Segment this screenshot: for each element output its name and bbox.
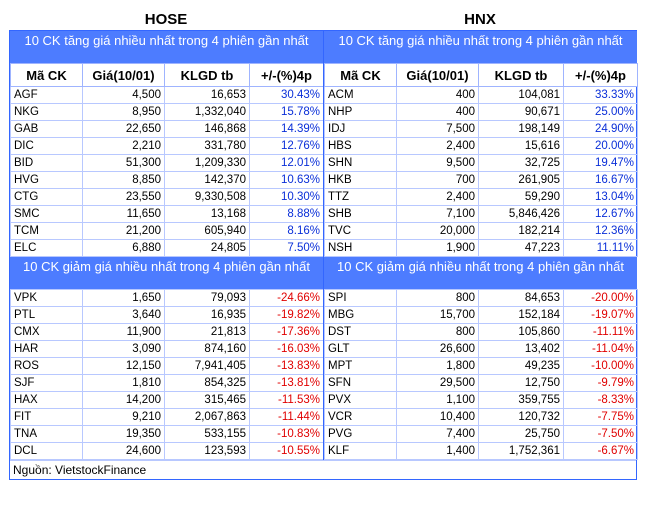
change-percent: 8.16% <box>250 223 324 240</box>
price: 22,650 <box>83 121 165 138</box>
price: 700 <box>397 172 479 189</box>
gainers-section <box>10 31 636 257</box>
stock-code: NSH <box>325 240 397 257</box>
change-percent: 30.43% <box>250 87 324 104</box>
price: 4,500 <box>83 87 165 104</box>
table-row <box>11 307 324 324</box>
price: 1,400 <box>397 443 479 460</box>
stock-code: NKG <box>11 104 83 121</box>
change-percent: 24.90% <box>564 121 638 138</box>
price: 2,400 <box>397 189 479 206</box>
avg-volume: 5,846,426 <box>479 206 564 223</box>
avg-volume: 146,868 <box>165 121 250 138</box>
stock-code: HVG <box>11 172 83 189</box>
change-percent: 25.00% <box>564 104 638 121</box>
stock-code: GLT <box>325 341 397 358</box>
table-row <box>325 223 638 240</box>
losers-section <box>10 257 636 460</box>
avg-volume: 79,093 <box>165 290 250 307</box>
change-percent: -10.83% <box>250 426 324 443</box>
stock-code: HKB <box>325 172 397 189</box>
price: 400 <box>397 87 479 104</box>
avg-volume: 47,223 <box>479 240 564 257</box>
price: 29,500 <box>397 375 479 392</box>
avg-volume: 123,593 <box>165 443 250 460</box>
exchange-headers <box>9 8 637 30</box>
table-row <box>325 104 638 121</box>
table-row <box>11 172 324 189</box>
price: 7,100 <box>397 206 479 223</box>
table-row <box>11 426 324 443</box>
stock-code: NHP <box>325 104 397 121</box>
gainers-title: 10 CK tăng giá nhiều nhất trong 4 phiên gần nhất <box>324 31 637 63</box>
stock-code: DST <box>325 324 397 341</box>
table-row <box>11 409 324 426</box>
change-percent: -20.00% <box>564 290 638 307</box>
price: 6,880 <box>83 240 165 257</box>
hnx-losers-table <box>324 289 638 460</box>
change-percent: -24.66% <box>250 290 324 307</box>
table-row <box>325 409 638 426</box>
avg-volume: 142,370 <box>165 172 250 189</box>
price: 23,550 <box>83 189 165 206</box>
change-percent: 15.78% <box>250 104 324 121</box>
column-header: Giá(10/01) <box>397 64 479 87</box>
hose-losers-panel <box>10 257 323 460</box>
change-percent: -19.07% <box>564 307 638 324</box>
stock-code: DCL <box>11 443 83 460</box>
stock-code: PTL <box>11 307 83 324</box>
gainers-title: 10 CK tăng giá nhiều nhất trong 4 phiên gần nhất <box>10 31 323 63</box>
price: 7,400 <box>397 426 479 443</box>
stock-code: HAX <box>11 392 83 409</box>
stock-code: VPK <box>11 290 83 307</box>
change-percent: -11.44% <box>250 409 324 426</box>
avg-volume: 152,184 <box>479 307 564 324</box>
table-row <box>325 172 638 189</box>
price: 400 <box>397 104 479 121</box>
avg-volume: 7,941,405 <box>165 358 250 375</box>
price: 3,090 <box>83 341 165 358</box>
table-row <box>11 290 324 307</box>
price: 21,200 <box>83 223 165 240</box>
price: 9,210 <box>83 409 165 426</box>
avg-volume: 32,725 <box>479 155 564 172</box>
avg-volume: 15,616 <box>479 138 564 155</box>
price: 2,400 <box>397 138 479 155</box>
change-percent: 10.30% <box>250 189 324 206</box>
table-row <box>325 138 638 155</box>
table-row <box>325 375 638 392</box>
column-header: Giá(10/01) <box>83 64 165 87</box>
change-percent: -11.04% <box>564 341 638 358</box>
stock-code: HBS <box>325 138 397 155</box>
change-percent: 16.67% <box>564 172 638 189</box>
stock-code: VCR <box>325 409 397 426</box>
column-header: Mã CK <box>11 64 83 87</box>
table-row <box>11 121 324 138</box>
table-row <box>325 206 638 223</box>
avg-volume: 1,332,040 <box>165 104 250 121</box>
avg-volume: 105,860 <box>479 324 564 341</box>
avg-volume: 331,780 <box>165 138 250 155</box>
change-percent: -17.36% <box>250 324 324 341</box>
change-percent: 33.33% <box>564 87 638 104</box>
table-row <box>11 155 324 172</box>
table-row <box>11 358 324 375</box>
change-percent: 12.01% <box>250 155 324 172</box>
avg-volume: 2,067,863 <box>165 409 250 426</box>
avg-volume: 13,168 <box>165 206 250 223</box>
price: 8,850 <box>83 172 165 189</box>
avg-volume: 90,671 <box>479 104 564 121</box>
column-header: +/-(%)4p <box>250 64 324 87</box>
table-row <box>325 121 638 138</box>
table-row <box>11 223 324 240</box>
change-percent: -11.11% <box>564 324 638 341</box>
hose-losers-table <box>10 289 324 460</box>
column-header: KLGD tb <box>479 64 564 87</box>
stock-code: GAB <box>11 121 83 138</box>
tables-frame <box>9 30 637 480</box>
table-row <box>325 87 638 104</box>
table-row <box>11 443 324 460</box>
avg-volume: 12,750 <box>479 375 564 392</box>
price: 10,400 <box>397 409 479 426</box>
table-row <box>11 240 324 257</box>
change-percent: 19.47% <box>564 155 638 172</box>
avg-volume: 49,235 <box>479 358 564 375</box>
table-row <box>11 341 324 358</box>
table-row <box>325 307 638 324</box>
stock-code: SFN <box>325 375 397 392</box>
table-row <box>325 155 638 172</box>
change-percent: -6.67% <box>564 443 638 460</box>
price: 26,600 <box>397 341 479 358</box>
table-row <box>11 392 324 409</box>
stock-code: DIC <box>11 138 83 155</box>
avg-volume: 59,290 <box>479 189 564 206</box>
column-header: KLGD tb <box>165 64 250 87</box>
stock-code: CTG <box>11 189 83 206</box>
exchange-label-hose: HOSE <box>144 10 188 28</box>
avg-volume: 24,805 <box>165 240 250 257</box>
stock-code: IDJ <box>325 121 397 138</box>
stock-code: TVC <box>325 223 397 240</box>
stock-code: TNA <box>11 426 83 443</box>
stock-code: FIT <box>11 409 83 426</box>
avg-volume: 84,653 <box>479 290 564 307</box>
stock-code: KLF <box>325 443 397 460</box>
stock-code: SHN <box>325 155 397 172</box>
avg-volume: 21,813 <box>165 324 250 341</box>
losers-title: 10 CK giảm giá nhiều nhất trong 4 phiên gần nhất <box>324 257 637 289</box>
avg-volume: 854,325 <box>165 375 250 392</box>
price: 3,640 <box>83 307 165 324</box>
change-percent: 12.76% <box>250 138 324 155</box>
change-percent: -10.55% <box>250 443 324 460</box>
stock-code: ACM <box>325 87 397 104</box>
change-percent: 14.39% <box>250 121 324 138</box>
price: 12,150 <box>83 358 165 375</box>
table-row <box>11 206 324 223</box>
table-row <box>11 87 324 104</box>
stock-code: PVX <box>325 392 397 409</box>
table-row <box>11 138 324 155</box>
change-percent: -19.82% <box>250 307 324 324</box>
stock-code: SMC <box>11 206 83 223</box>
stock-code: TCM <box>11 223 83 240</box>
change-percent: 7.50% <box>250 240 324 257</box>
price: 19,350 <box>83 426 165 443</box>
stock-code: SPI <box>325 290 397 307</box>
avg-volume: 359,755 <box>479 392 564 409</box>
table-row <box>11 104 324 121</box>
table-row <box>325 358 638 375</box>
avg-volume: 605,940 <box>165 223 250 240</box>
price: 800 <box>397 290 479 307</box>
price: 1,900 <box>397 240 479 257</box>
avg-volume: 198,149 <box>479 121 564 138</box>
avg-volume: 874,160 <box>165 341 250 358</box>
avg-volume: 533,155 <box>165 426 250 443</box>
table-row <box>325 392 638 409</box>
change-percent: -8.33% <box>564 392 638 409</box>
price: 1,800 <box>397 358 479 375</box>
table-row <box>325 443 638 460</box>
price: 11,650 <box>83 206 165 223</box>
table-row <box>325 240 638 257</box>
change-percent: -13.81% <box>250 375 324 392</box>
stock-code: SHB <box>325 206 397 223</box>
avg-volume: 261,905 <box>479 172 564 189</box>
avg-volume: 315,465 <box>165 392 250 409</box>
avg-volume: 9,330,508 <box>165 189 250 206</box>
change-percent: -13.83% <box>250 358 324 375</box>
stock-code: AGF <box>11 87 83 104</box>
change-percent: -16.03% <box>250 341 324 358</box>
price: 1,100 <box>397 392 479 409</box>
change-percent: -10.00% <box>564 358 638 375</box>
change-percent: 20.00% <box>564 138 638 155</box>
price: 51,300 <box>83 155 165 172</box>
price: 800 <box>397 324 479 341</box>
column-header: Mã CK <box>325 64 397 87</box>
stock-summary <box>9 8 637 480</box>
change-percent: 10.63% <box>250 172 324 189</box>
stock-code: MPT <box>325 358 397 375</box>
price: 11,900 <box>83 324 165 341</box>
change-percent: -7.50% <box>564 426 638 443</box>
avg-volume: 182,214 <box>479 223 564 240</box>
change-percent: -9.79% <box>564 375 638 392</box>
hnx-losers-panel <box>323 257 637 460</box>
price: 8,950 <box>83 104 165 121</box>
table-row <box>325 426 638 443</box>
price: 7,500 <box>397 121 479 138</box>
source-note: Nguồn: VietstockFinance <box>10 460 636 479</box>
stock-code: ROS <box>11 358 83 375</box>
stock-code: TTZ <box>325 189 397 206</box>
change-percent: 12.36% <box>564 223 638 240</box>
change-percent: -7.75% <box>564 409 638 426</box>
change-percent: 11.11% <box>564 240 638 257</box>
table-row <box>11 324 324 341</box>
hnx-gainers-table <box>324 63 638 257</box>
hnx-gainers-panel <box>323 31 637 257</box>
change-percent: -11.53% <box>250 392 324 409</box>
stock-code: CMX <box>11 324 83 341</box>
losers-title: 10 CK giảm giá nhiều nhất trong 4 phiên gần nhất <box>10 257 323 289</box>
avg-volume: 120,732 <box>479 409 564 426</box>
table-row <box>11 189 324 206</box>
avg-volume: 16,653 <box>165 87 250 104</box>
change-percent: 12.67% <box>564 206 638 223</box>
price: 24,600 <box>83 443 165 460</box>
table-row <box>325 189 638 206</box>
stock-code: BID <box>11 155 83 172</box>
price: 1,650 <box>83 290 165 307</box>
price: 1,810 <box>83 375 165 392</box>
column-header: +/-(%)4p <box>564 64 638 87</box>
price: 15,700 <box>397 307 479 324</box>
price: 14,200 <box>83 392 165 409</box>
price: 2,210 <box>83 138 165 155</box>
avg-volume: 104,081 <box>479 87 564 104</box>
hose-gainers-table <box>10 63 324 257</box>
table-row <box>325 324 638 341</box>
change-percent: 13.04% <box>564 189 638 206</box>
stock-code: ELC <box>11 240 83 257</box>
avg-volume: 1,752,361 <box>479 443 564 460</box>
avg-volume: 1,209,330 <box>165 155 250 172</box>
column-header-row <box>11 64 324 87</box>
avg-volume: 13,402 <box>479 341 564 358</box>
stock-code: HAR <box>11 341 83 358</box>
table-row <box>325 290 638 307</box>
avg-volume: 25,750 <box>479 426 564 443</box>
exchange-label-hnx: HNX <box>464 10 496 28</box>
table-row <box>325 341 638 358</box>
stock-code: MBG <box>325 307 397 324</box>
avg-volume: 16,935 <box>165 307 250 324</box>
table-row <box>11 375 324 392</box>
column-header-row <box>325 64 638 87</box>
stock-code: SJF <box>11 375 83 392</box>
price: 9,500 <box>397 155 479 172</box>
hose-gainers-panel <box>10 31 323 257</box>
change-percent: 8.88% <box>250 206 324 223</box>
price: 20,000 <box>397 223 479 240</box>
stock-code: PVG <box>325 426 397 443</box>
